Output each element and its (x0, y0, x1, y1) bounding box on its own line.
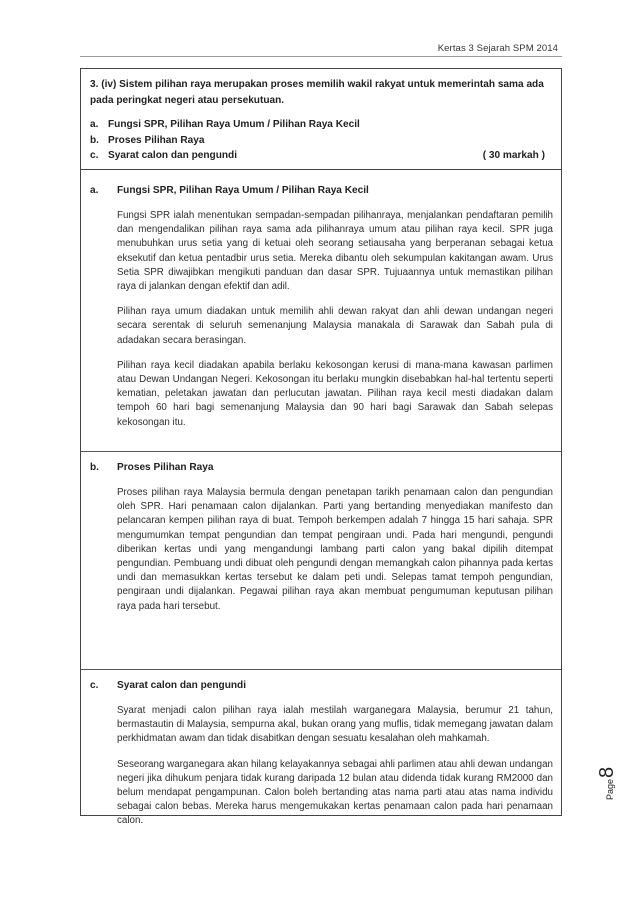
question-item-label: b. (90, 134, 99, 146)
question-section (81, 69, 561, 170)
section-heading (90, 460, 553, 475)
paragraph: Seseorang warganegara akan hilang kelayakannya sebagai ahli parlimen atau ahli dewan undangan negeri jika dihukum penjara tidak kurang daripada 12 bulan atau didenda tidak kurang RM2000 dan belum mendapat pengampunan. Calon boleh bertanding atas nama parti atau atas nama individu sebagai calon bebas. Mereka harus mengemukakan kertas penamaan calon pada hari penamaan calon. (117, 758, 553, 827)
question-item (90, 148, 553, 164)
paragraph: Syarat menjadi calon pilihan raya ialah mestilah warganegara Malaysia, berumur 21 tahun, bermastautin di Malaysia, sempurna akal, bukan orang yang muflis, tidak memegang jawatan dalam perkhidmatan awam dan tidak disabitkan dengan sesuatu kesalahan oleh mahkamah. (117, 705, 553, 745)
section-c (90, 678, 553, 829)
paragraph: Proses pilihan raya Malaysia bermula dengan penetapan tarikh penamaan calon dan pengundian oleh SPR. Hari penamaan calon dijalankan. Parti yang bertanding menyediakan manifesto dan pelancaran kempen pilihan raya di buat. Tempoh berkempen adalah 7 hingga 15 hari sahaja. SPR mengumumkan tempat pengundian dan tempat pengiraan undi. Pada hari mengundi, pengundi diberikan kertas undi yang mengandungi lambang parti calon yang bakal dipilih ditempat pengundian. Pembuang undi dibuat oleh pengundi dengan memangkah calon pihannya pada kertas undi dan memasukkan kertas tersebut ke dalam peti undi. Selepas tamat tempoh pengundian, pengiraan undi dijalankan. Pegawai pilihan raya akan membuat pengumuman keputusan pilihan raya pada hari tersebut. (117, 487, 553, 612)
paragraph: Pilihan raya umum diadakan untuk memilih ahli dewan rakyat dan ahli dewan undangan negeri secara serentak di seluruh semenanjung Malaysia manakala di Sarawak dan Sabah pula di adadakan secara berasingan. (117, 306, 553, 346)
question-items (90, 117, 553, 164)
question-item-text: Fungsi SPR, Pilihan Raya Umum / Pilihan Raya Kecil (108, 119, 360, 130)
section-title: Proses Pilihan Raya (117, 462, 214, 473)
answer-box (80, 68, 562, 827)
question-item-label: a. (90, 119, 99, 130)
section-title: Syarat calon dan pengundi (117, 680, 246, 691)
header-divider (80, 56, 562, 57)
page-number-value: 8 (596, 766, 618, 778)
section-a (90, 183, 553, 430)
paragraph: Pilihan raya kecil diadakan apabila berlaku kekosongan kerusi di mana-mana kawasan parlimen atau Dewan Undangan Negeri. Kekosongan itu berlaku mungkin disebabkan hal-hal tertentu seperti kematian, peletakan jawatan dan perlucutan jawatan. Pilihan raya kecil mesti diadakan dalam tempoh 60 hari bagi semenanjung Malaysia dan 90 hari bagi Sarawak dan Sabah selepas kekosongan itu. (117, 359, 553, 428)
question-marks: ( 30 markah ) (482, 150, 545, 161)
question-item-text: Proses Pilihan Raya (108, 134, 205, 146)
question-item-text: Syarat calon dan pengundi (108, 150, 237, 161)
section-heading (90, 183, 553, 198)
question-item-label: c. (90, 150, 99, 161)
paragraph: Fungsi SPR ialah menentukan sempadan-sempadan pilihanraya, menjalankan pendaftaran pemilih dan mengendalikan pilihan raya sama ada pilihanraya umum atau pilihan raya kecil. SPR juga menubuhkan urus setia yang di ketuai oleh seorang setiausaha yang berperanan sebagai ketua eksekutif dan ketua pentadbir urus setia. Mereka dibantu oleh sekumpulan kakitangan awam. Urus Setia SPR diwajibkan mengikuti panduan dan dasar SPR. Tujuaannya untuk memastikan pilihan raya di jalankan dengan efektif dan adil. (117, 210, 553, 293)
page-word: Page (605, 778, 615, 800)
section-label: c. (90, 680, 99, 691)
section-label: a. (90, 185, 99, 196)
question-title: 3. (iv) Sistem pilihan raya merupakan proses memilih wakil rakyat untuk memerintah sama ada pada peringkat negeri atau persekutuan. (90, 79, 544, 106)
section-label: b. (90, 462, 99, 473)
question-item (90, 117, 553, 133)
question-item (90, 133, 553, 149)
page-header: Kertas 3 Sejarah SPM 2014 (437, 43, 558, 54)
section-title: Fungsi SPR, Pilihan Raya Umum / Pilihan Raya Kecil (117, 185, 369, 196)
page-number (596, 767, 619, 800)
section-heading (90, 678, 553, 693)
section-divider (81, 669, 561, 670)
section-b (90, 460, 553, 614)
section-divider (81, 451, 561, 452)
